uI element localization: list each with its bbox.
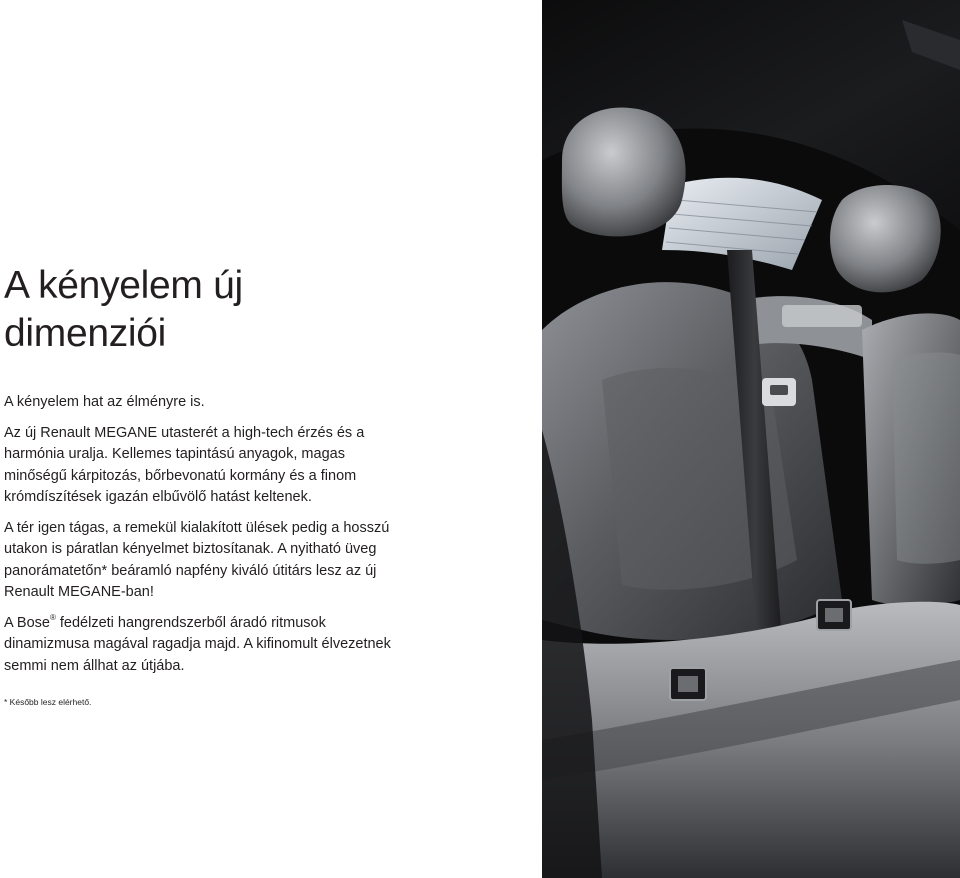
rear-seat-interior-photo xyxy=(542,0,960,878)
paragraph-3-start: A Bose xyxy=(4,614,50,631)
body-text xyxy=(4,392,404,686)
page-title-line-2: dimenziói xyxy=(4,312,167,355)
intro-paragraph: A kényelem hat az élményre is. xyxy=(4,394,205,410)
page-title-line-1: A kényelem új xyxy=(4,264,243,307)
registered-mark: ® xyxy=(49,612,56,622)
page-title xyxy=(4,262,243,358)
footnote: * Később lesz elérhető. xyxy=(4,697,92,707)
paragraph-3 xyxy=(4,613,404,678)
paragraph-2: A tér igen tágas, a remekül kialakított ülések pedig a hosszú utakon is páratlan kényelmet biztosítanak. A nyitható üveg panorámatetőn* beáramló napfény kiváló útitárs lesz az új Renault MEGANE-ban! xyxy=(4,519,390,600)
paragraph-3-end: fedélzeti hangrendszerből áradó ritmusok dinamizmusa magával ragadja majd. A kifinomult élvezetnek semmi nem állhat az útjába. xyxy=(4,614,391,674)
paragraph-1: Az új Renault MEGANE utasterét a high-tech érzés és a harmónia uralja. Kellemes tapintású anyagok, magas minőségű kárpitozás, bőrbevonatú kormány és a finom krómdíszítések igazán elbűvölő hatást keltenek. xyxy=(4,424,365,505)
rear-seat-illustration xyxy=(542,0,960,878)
